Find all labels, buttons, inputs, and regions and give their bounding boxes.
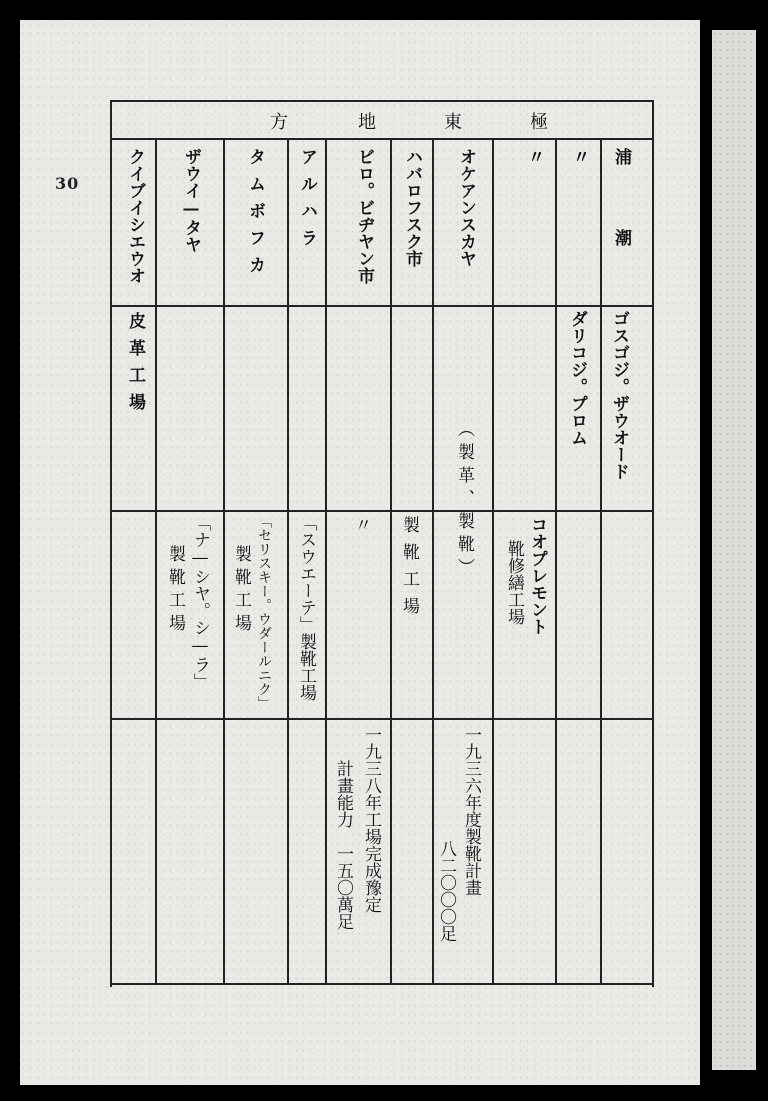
- row-rule-3: [110, 718, 652, 720]
- col-rule-7: [492, 138, 494, 985]
- col-rule-8: [555, 138, 557, 985]
- header-char-2: 東: [444, 112, 462, 133]
- row-4-col4b: 八二〇〇〇足: [436, 840, 456, 942]
- row-4-name: オケアンスカヤ: [456, 148, 476, 267]
- row-7-name: アルハラ: [297, 148, 317, 256]
- page-number: 30: [55, 174, 80, 193]
- row-9-col3: 「ナ—シヤ。シ—ラ」: [190, 514, 210, 690]
- row-8-col3: 「セリスキー。ウダールニク」: [256, 514, 272, 710]
- col-rule-2: [223, 138, 225, 985]
- row-6-col4: 一九三八年工場完成豫定: [361, 726, 381, 913]
- row-9-col3b: 製靴工場: [165, 545, 185, 637]
- row-rule-2: [110, 510, 652, 512]
- row-3-col3b: 靴修繕工場: [504, 540, 524, 625]
- row-3-col3: コオプレモント: [527, 516, 547, 635]
- row-6-name: ビロ。ビヂヤン市: [354, 148, 374, 284]
- facing-page-edge: [712, 30, 756, 1070]
- header-char-4: 方: [270, 112, 288, 133]
- row-5-name: ハバロフスク市: [402, 148, 422, 267]
- row-3-name: 〃: [524, 148, 544, 165]
- row-6-col4b: 計畫能力 一五〇萬足: [333, 760, 353, 930]
- col-rule-1: [155, 138, 157, 985]
- col-rule-9: [600, 138, 602, 985]
- header-char-3: 地: [358, 112, 376, 133]
- col-rule-6: [432, 138, 434, 985]
- row-4-col2: （製革、製靴）: [454, 420, 474, 581]
- row-8-col3b: 製靴工場: [231, 545, 251, 637]
- row-4-col4: 一九三六年度製靴計畫: [461, 726, 481, 896]
- row-2-name: 〃: [569, 148, 589, 165]
- row-5-col3: 製靴工場: [399, 516, 419, 624]
- bottom-rule: [110, 983, 652, 985]
- row-7-col3: 「スウエーテ」製靴工場: [296, 514, 316, 701]
- col-rule-5: [390, 138, 392, 985]
- header-char-1: 極: [530, 112, 548, 133]
- row-10-name: クイブイシエウオ: [125, 148, 145, 284]
- row-1-name: 浦 潮: [611, 148, 631, 256]
- row-8-name: タムボフカ: [245, 148, 265, 283]
- row-10-col2: 皮革工場: [125, 312, 145, 420]
- col-rule-3: [287, 138, 289, 985]
- row-6-col3: 〃: [351, 516, 371, 533]
- row-1-col2: ゴスゴジ。ザウオード: [609, 310, 629, 480]
- col-rule-4: [325, 138, 327, 985]
- row-2-col2: ダリコジ。プロム: [567, 310, 587, 446]
- header-rule: [110, 138, 652, 140]
- row-rule-1: [110, 305, 652, 307]
- row-9-name: ザウイ—タヤ: [181, 148, 201, 253]
